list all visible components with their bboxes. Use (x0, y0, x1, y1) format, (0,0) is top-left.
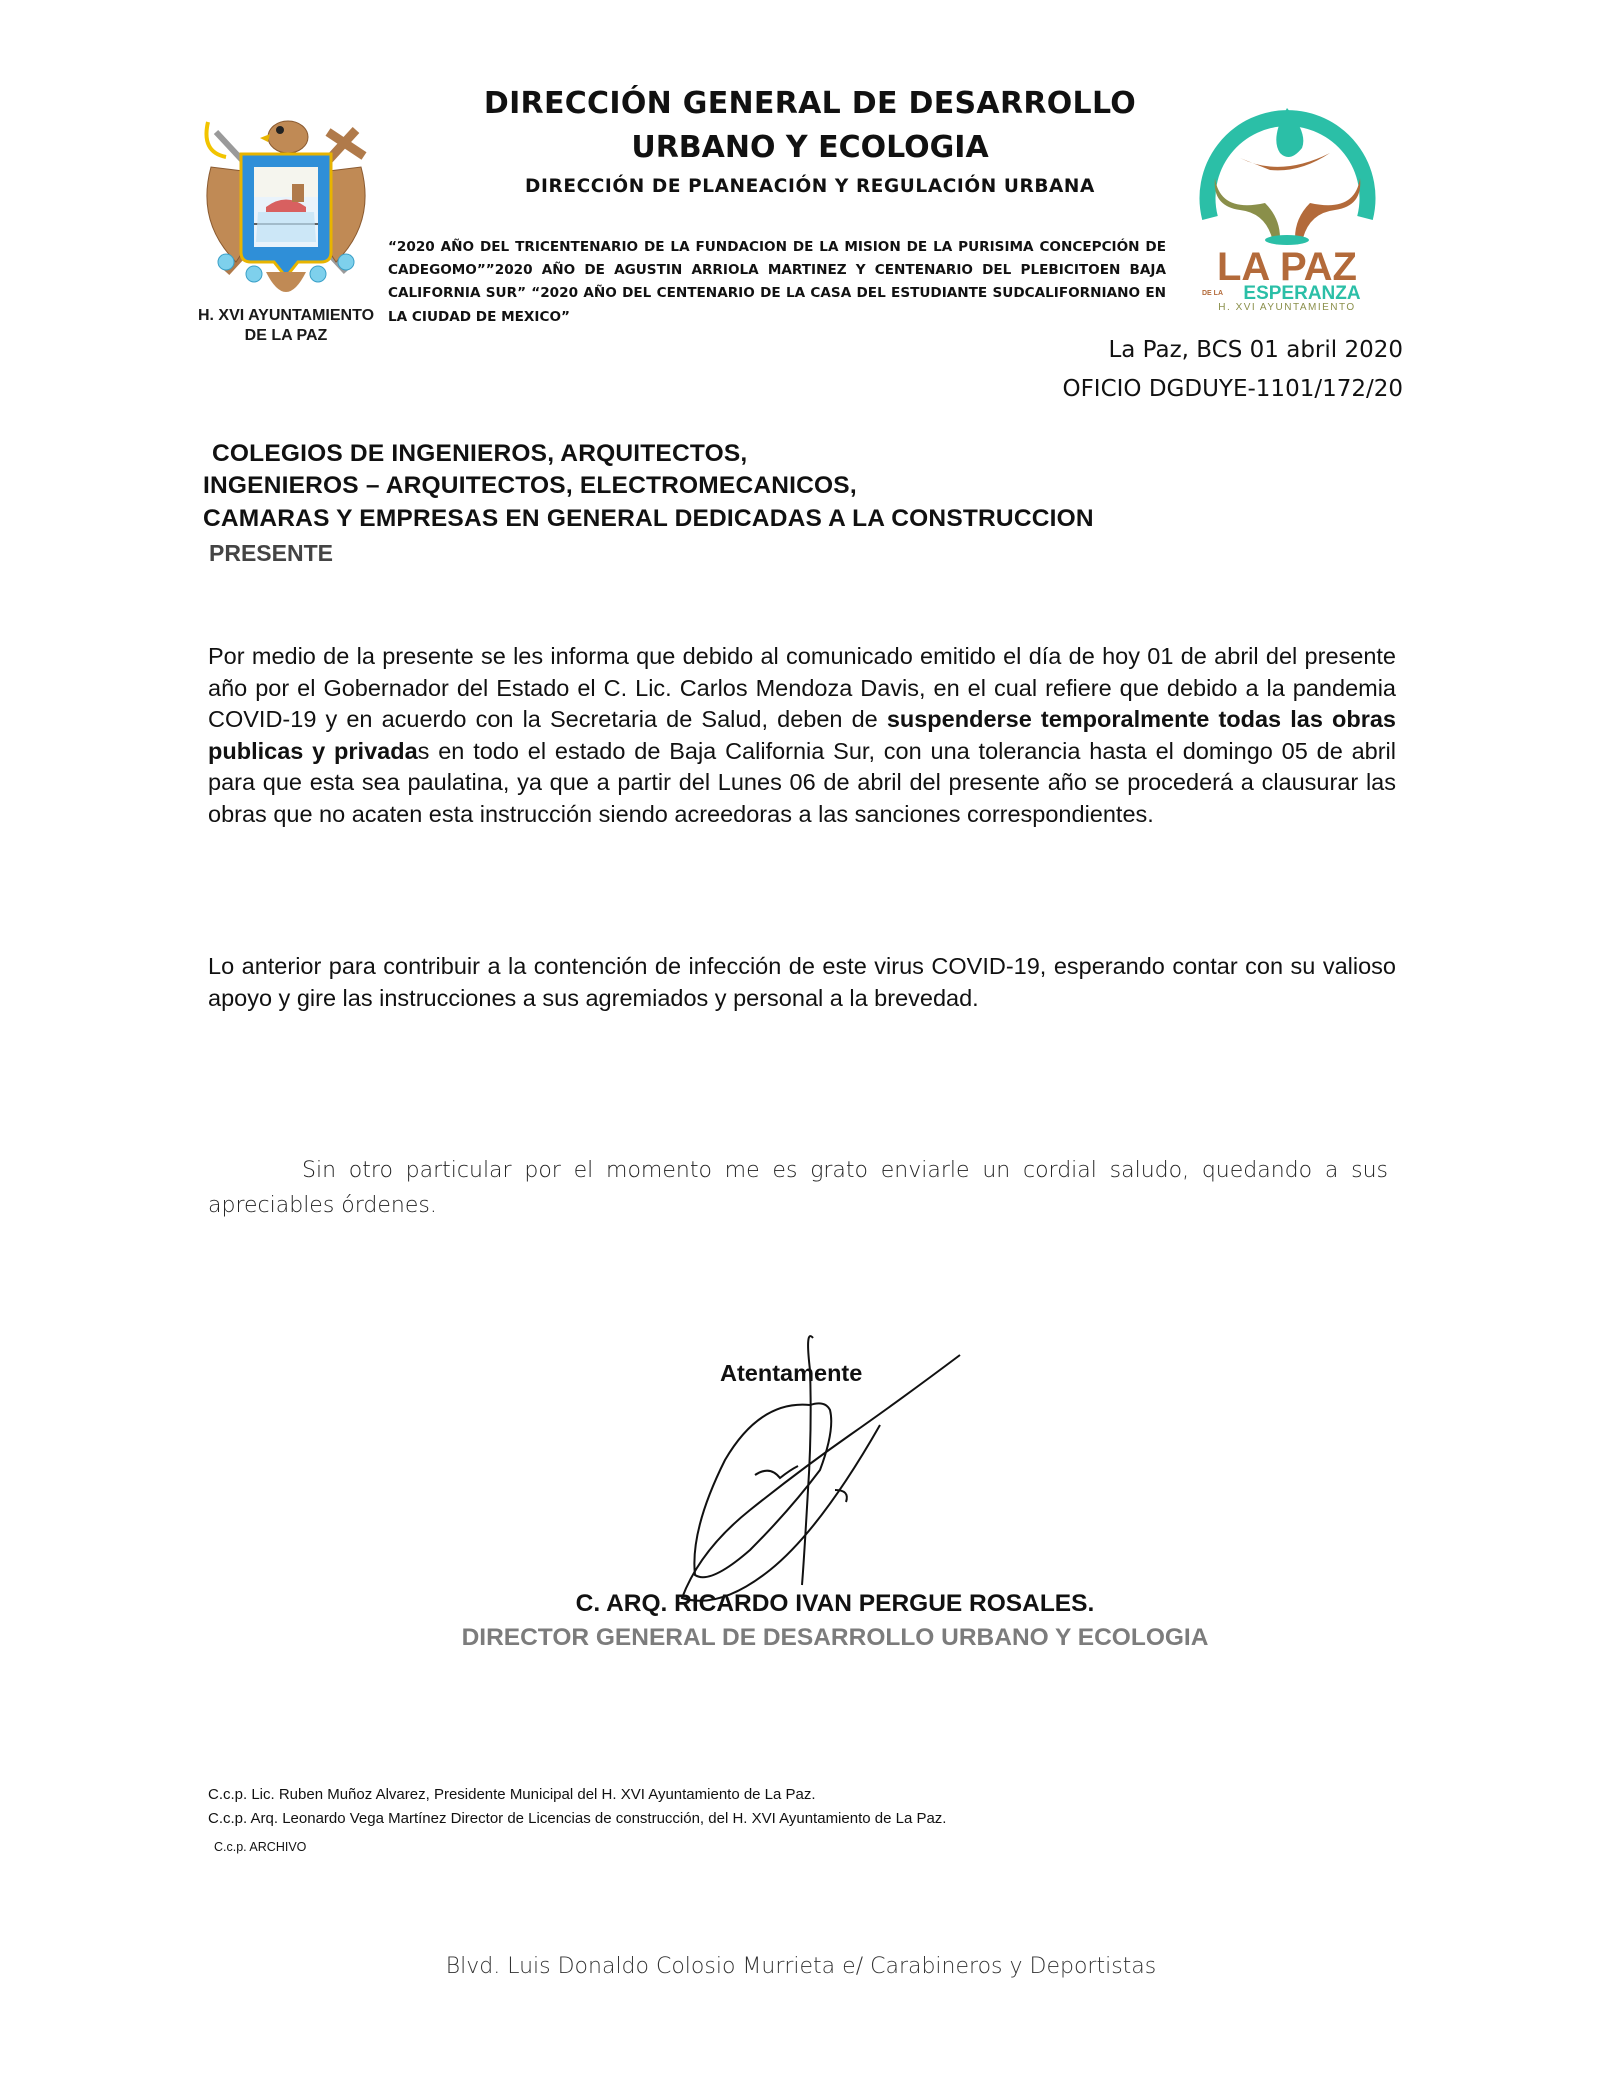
footer-address: Blvd. Luis Donaldo Colosio Murrieta e/ Carabineros y Deportistas (445, 1954, 1157, 1979)
presente-label: PRESENTE (209, 540, 333, 566)
seal-caption-line2: DE LA PAZ (244, 327, 328, 344)
addressee-line2: INGENIEROS – ARQUITECTOS, ELECTROMECANICOS, (203, 472, 857, 499)
signer-title: DIRECTOR GENERAL DE DESARROLLO URBANO Y ECOLOGIA (461, 1624, 1209, 1651)
logo-name: LA PAZ (1217, 245, 1357, 289)
p1-text-start: Por medio de la presente se les informa que debido al comunicado emitido el día de hoy 01 de abril del presente año por el Gobernador del Estado el C. Lic. Carlos Mendoza Davis, en el cual refiere que debido a la pandemia COVID-19 y en acuerdo con la Secretaria de Salud, deben de (208, 643, 1396, 733)
municipal-coat-of-arms-icon (196, 112, 376, 312)
ccp-line: C.c.p. Arq. Leonardo Vega Martínez Director de Licencias de construcción, del H. XVI Ayuntamiento de La Paz. (208, 1810, 947, 1827)
header-title-line2: URBANO Y ECOLOGIA (631, 130, 989, 165)
oficio-number: OFICIO DGDUYE-1101/172/20 (1062, 376, 1403, 402)
header-title-line1: DIRECCIÓN GENERAL DE DESARROLLO (483, 86, 1137, 121)
addressee-line1: COLEGIOS DE INGENIEROS, ARQUITECTOS, (212, 440, 748, 467)
commemorative-motto: “2020 AÑO DEL TRICENTENARIO DE LA FUNDACION DE LA MISION DE LA PURISIMA CONCEPCIÓN DE CADEGOMO””2020 AÑO DE AGUSTIN ARRIOLA MARTINEZ Y CENTENARIO DEL PLEBICITOEN BAJA CALIFORNIA SUR” “2020 AÑO DEL CENTENARIO DE LA CASA DEL ESTUDIANTE SUDCALIFORNIANO EN LA CIUDAD DE MEXICO” (388, 239, 1166, 325)
salutation: Atentamente (720, 1360, 863, 1386)
header-subtitle: DIRECCIÓN DE PLANEACIÓN Y REGULACIÓN URBANA (525, 176, 1095, 197)
handwritten-signature-icon (620, 1310, 1020, 1610)
logo-org: H. XVI AYUNTAMIENTO (1218, 302, 1356, 313)
ccp-line: C.c.p. Lic. Ruben Muñoz Alvarez, Presidente Municipal del H. XVI Ayuntamiento de La Paz. (208, 1786, 816, 1803)
p1-text-end: s en todo el estado de Baja California Sur, con una tolerancia hasta el domingo 05 de abril para que esta sea paulatina, ya que a partir del Lunes 06 de abril del presente año se procederá a clausurar las obras que no acaten esta instrucción siendo acreedoras a las sanciones correspondientes. (208, 737, 1397, 827)
p1-emphasis: suspenderse temporalmente todas las obras publicas y privada (208, 706, 1396, 764)
closing-text: Sin otro particular por el momento me es grato enviarle un cordial saludo, quedando a sus apreciables órdenes. (208, 1158, 1388, 1218)
body-paragraph-2: Lo anterior para contribuir a la contención de infección de este virus COVID-19, esperando contar con su valioso apoyo y gire las instrucciones a sus agremiados y personal a la brevedad. (208, 953, 1396, 1011)
place-date: La Paz, BCS 01 abril 2020 (1108, 337, 1403, 363)
logo-de-la: DE LA (1202, 290, 1223, 297)
body-paragraph-1 (208, 641, 1396, 831)
seal-caption (186, 306, 386, 346)
seal-caption-line1: H. XVI AYUNTAMIENTO (197, 307, 375, 324)
closing-paragraph (208, 1153, 1388, 1223)
signer-name: C. ARQ. RICARDO IVAN PERGUE ROSALES. (575, 1590, 1095, 1617)
addressee-line3: CAMARAS Y EMPRESAS EN GENERAL DEDICADAS A LA CONSTRUCCION (203, 505, 1094, 532)
la-paz-hands-drop-logo-icon (1180, 98, 1395, 313)
ccp-line: C.c.p. ARCHIVO (214, 1840, 307, 1854)
logo-tagline: ESPERANZA (1243, 283, 1361, 304)
